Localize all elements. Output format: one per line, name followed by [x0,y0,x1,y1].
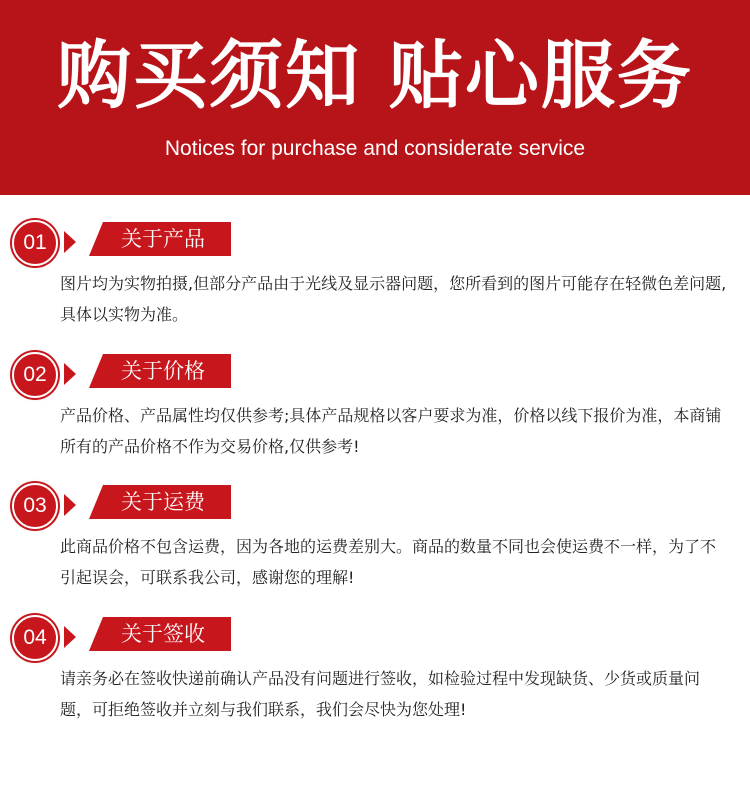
pointer-triangle-icon [64,363,76,385]
section-body-text: 图片均为实物拍摄,但部分产品由于光线及显示器问题，您所看到的图片可能存在轻微色差问题,具体以实物为准。 [60,274,727,324]
section-body-text: 此商品价格不包含运费，因为各地的运费差别大。商品的数量不同也会使运费不一样，为了不引起误会，可联系我公司，感谢您的理解! [60,537,717,587]
section-body-text: 请亲务必在签收快递前确认产品没有问题进行签收，如检验过程中发现缺货、少货或质量问题，可拒绝签收并立刻与我们联系，我们会尽快为您处理! [60,669,701,719]
banner-title: 购买须知 贴心服务 [57,33,693,119]
pointer-triangle-icon [64,231,76,253]
section-number-badge: 02 [12,352,58,398]
section-heading: 关于运费 [121,490,205,514]
section-heading: 关于价格 [121,359,205,383]
section-number-badge: 01 [12,220,58,266]
section-heading: 关于签收 [121,622,205,646]
pointer-triangle-icon [64,626,76,648]
section-receipt [0,615,750,765]
section-number-badge: 04 [12,615,58,661]
pointer-triangle-icon [64,494,76,516]
section-shipping [0,483,750,633]
section-price [0,352,750,502]
header-banner [0,0,750,195]
section-heading: 关于产品 [121,227,205,251]
section-product [0,220,750,370]
section-body-text: 产品价格、产品属性均仅供参考;具体产品规格以客户要求为准，价格以线下报价为准，本商铺所有的产品价格不作为交易价格,仅供参考! [60,406,722,456]
section-number-badge: 03 [12,483,58,529]
banner-subtitle: Notices for purchase and considerate service [164,137,586,160]
